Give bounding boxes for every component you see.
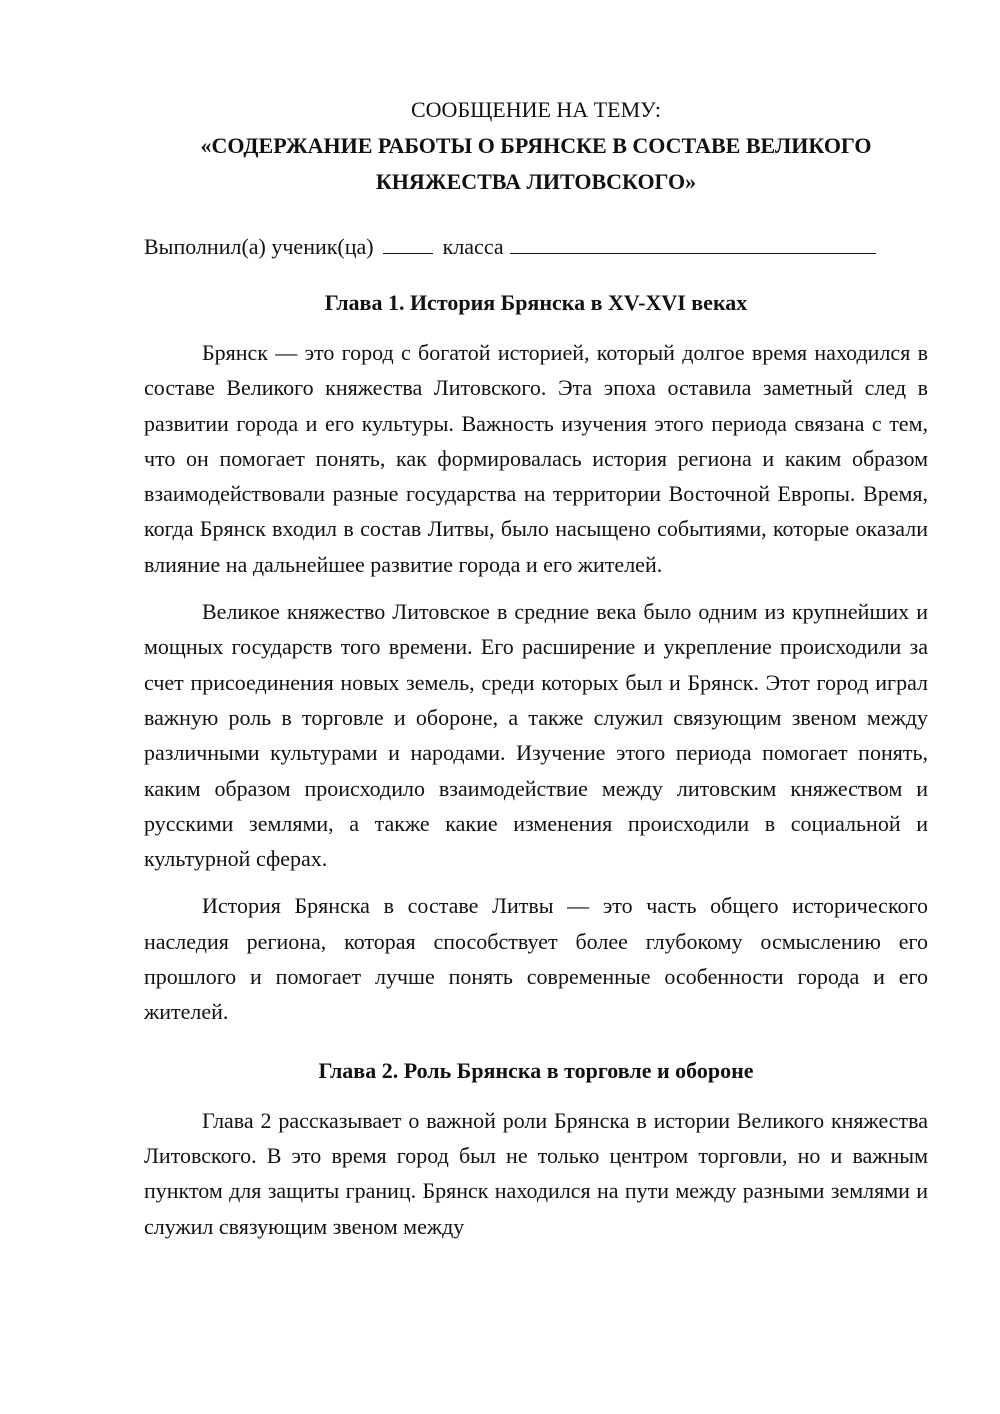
chapter-1-title: Глава 1. История Брянска в XV-XVI веках bbox=[324, 290, 748, 315]
document-page bbox=[144, 92, 928, 1244]
document-heading: СООБЩЕНИЕ НА ТЕМУ: bbox=[411, 97, 661, 122]
class-letter-blank bbox=[510, 231, 876, 254]
student-info-line bbox=[144, 229, 928, 264]
chapter-1-paragraph-3: История Брянска в составе Литвы — это часть общего исторического наследия региона, которая способствует более глубокому осмыслению его прошлого и помогает лучше понять современные особенности города и его жителей. bbox=[144, 893, 928, 1025]
class-number-blank bbox=[383, 231, 433, 254]
document-title-line-1: «СОДЕРЖАНИЕ РАБОТЫ О БРЯНСКЕ В СОСТАВЕ ВЕЛИКОГО bbox=[200, 133, 872, 158]
performed-by-label: Выполнил(а) ученик(ца) bbox=[144, 234, 374, 259]
chapter-1-paragraph-2: Великое княжество Литовское в средние века было одним из крупнейших и мощных государств того времени. Его расширение и укрепление происходили за счет присоединения новых земель, среди которых был и Брянск. Этот город играл важную роль в торговле и обороне, а также служил связующим звеном между различными культурами и народами. Изучение этого периода помогает понять, каким образом происходило взаимодействие между литовским княжеством и русскими землями, а также какие изменения происходили в социальной и культурной сферах. bbox=[144, 599, 928, 872]
chapter-1-paragraph-1: Брянск — это город с богатой историей, который долгое время находился в составе Великого княжества Литовского. Эта эпоха оставила заметный след в развитии города и его культуры. Важность изучения этого периода связана с тем, что он помогает понять, как формировалась история региона и каким образом взаимодействовали разные государства на территории Восточной Европы. Время, когда Брянск входил в состав Литвы, было насыщено событиями, которые оказали влияние на дальнейшее развитие города и его жителей. bbox=[144, 340, 928, 577]
chapter-2-paragraph-1: Глава 2 рассказывает о важной роли Брянска в истории Великого княжества Литовского. В это время город был не только центром торговли, но и важным пунктом для защиты границ. Брянск находился на пути между разными землями и служил связующим звеном между bbox=[144, 1107, 928, 1239]
chapter-2-title: Глава 2. Роль Брянска в торговле и обороне bbox=[318, 1057, 754, 1083]
document-title-line-2: КНЯЖЕСТВА ЛИТОВСКОГО» bbox=[375, 169, 697, 194]
class-label: класса bbox=[442, 234, 504, 259]
